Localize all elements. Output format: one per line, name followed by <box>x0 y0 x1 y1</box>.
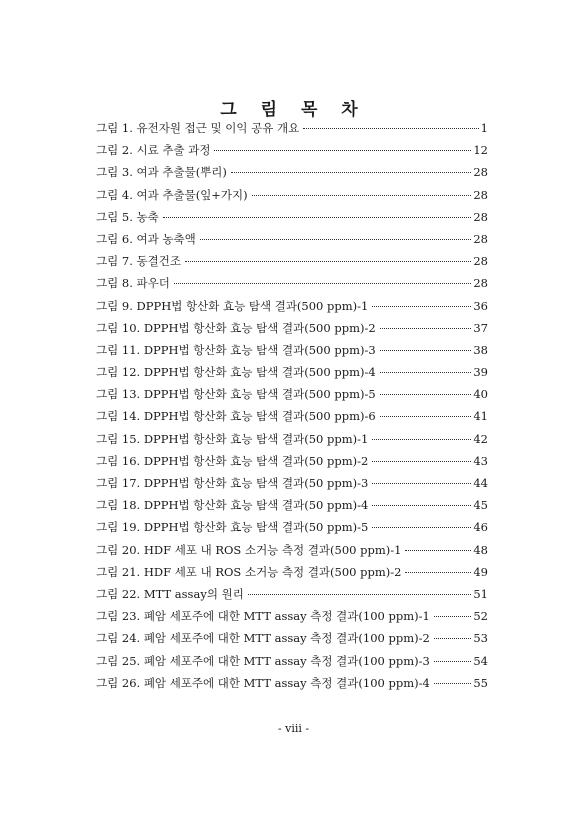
toc-entry-label: 그림 6. 여과 농축액 <box>96 231 196 246</box>
toc-entry-page: 28 <box>473 276 488 291</box>
toc-entry-label: 그림 11. DPPH법 항산화 효능 탐색 결과(500 ppm)-3 <box>96 342 376 357</box>
toc-entry-page: 43 <box>473 453 488 468</box>
toc-entry[interactable] <box>96 386 488 408</box>
toc-entry-label: 그림 17. DPPH법 항산화 효능 탐색 결과(50 ppm)-3 <box>96 476 369 490</box>
toc-entry[interactable] <box>96 675 488 697</box>
figure-list <box>96 120 488 697</box>
dot-leader <box>372 461 471 462</box>
toc-entry-label: 그림 5. 농축 <box>96 209 159 224</box>
dot-leader <box>372 527 471 528</box>
toc-entry[interactable] <box>96 342 488 364</box>
toc-entry-label: 그림 4. 여과 추출물(잎+가지) <box>96 187 248 202</box>
toc-entry[interactable] <box>96 586 488 608</box>
toc-entry[interactable] <box>96 608 488 630</box>
toc-entry-label: 그림 7. 동결건조 <box>96 254 181 269</box>
toc-entry-page: 48 <box>473 542 488 557</box>
dot-leader <box>434 661 472 662</box>
toc-entry-page: 38 <box>473 342 488 357</box>
dot-leader <box>380 328 472 329</box>
dot-leader <box>372 439 471 440</box>
toc-entry-page: 51 <box>473 586 488 601</box>
toc-entry-page: 39 <box>473 365 488 380</box>
dot-leader <box>405 572 471 573</box>
toc-entry-label: 그림 22. MTT assay의 원리 <box>96 586 244 601</box>
toc-entry-label: 그림 1. 유전자원 접근 및 이익 공유 개요 <box>96 121 300 135</box>
page-title: 그 림 목 차 <box>220 100 367 120</box>
toc-entry-page: 49 <box>473 564 488 579</box>
dot-leader <box>200 239 472 240</box>
toc-entry-label: 그림 9. DPPH법 항산화 효능 탐색 결과(500 ppm)-1 <box>96 298 369 313</box>
toc-entry-page: 54 <box>473 653 488 668</box>
toc-entry-label: 그림 14. DPPH법 항산화 효능 탐색 결과(500 ppm)-6 <box>96 409 376 424</box>
toc-entry[interactable] <box>96 187 488 209</box>
toc-entry-label: 그림 23. 폐암 세포주에 대한 MTT assay 측정 결과(100 ppm)-1 <box>96 609 430 624</box>
dot-leader <box>380 372 472 373</box>
toc-entry-page: 36 <box>473 298 488 313</box>
toc-entry[interactable] <box>96 120 488 142</box>
toc-entry-label: 그림 20. HDF 세포 내 ROS 소거능 측정 결과(500 ppm)-1 <box>96 542 402 557</box>
toc-entry[interactable] <box>96 209 488 231</box>
toc-entry[interactable] <box>96 630 488 652</box>
toc-entry-page: 28 <box>473 165 488 180</box>
toc-entry-page: 28 <box>473 254 488 269</box>
toc-entry-label: 그림 12. DPPH법 항산화 효능 탐색 결과(500 ppm)-4 <box>96 365 376 380</box>
toc-entry-page: 28 <box>473 231 488 246</box>
toc-entry[interactable] <box>96 320 488 342</box>
toc-entry-label: 그림 26. 폐암 세포주에 대한 MTT assay 측정 결과(100 ppm)-4 <box>96 675 430 690</box>
dot-leader <box>231 172 471 173</box>
toc-entry-page: 53 <box>473 631 488 646</box>
dot-leader <box>174 283 472 284</box>
toc-entry-page: 37 <box>473 320 488 335</box>
dot-leader <box>405 550 471 551</box>
dot-leader <box>434 616 472 617</box>
toc-entry-page: 12 <box>473 143 488 158</box>
dot-leader <box>185 261 471 262</box>
toc-entry-label: 그림 16. DPPH법 항산화 효능 탐색 결과(50 ppm)-2 <box>96 453 369 468</box>
toc-entry-label: 그림 24. 폐암 세포주에 대한 MTT assay 측정 결과(100 ppm)-2 <box>96 631 430 646</box>
toc-entry-label: 그림 19. DPPH법 항산화 효능 탐색 결과(50 ppm)-5 <box>96 520 369 535</box>
dot-leader <box>380 416 472 417</box>
toc-entry-page: 42 <box>473 431 488 446</box>
toc-entry-page: 28 <box>473 187 488 202</box>
dot-leader <box>372 505 471 506</box>
dot-leader <box>372 306 471 307</box>
toc-entry-page: 28 <box>473 209 488 224</box>
dot-leader <box>380 394 472 395</box>
toc-entry-page: 55 <box>473 675 488 690</box>
page-number: - viii - <box>277 722 310 735</box>
toc-entry-label: 그림 18. DPPH법 항산화 효능 탐색 결과(50 ppm)-4 <box>96 498 369 513</box>
toc-entry-label: 그림 21. HDF 세포 내 ROS 소거능 측정 결과(500 ppm)-2 <box>96 564 402 579</box>
toc-entry-label: 그림 8. 파우더 <box>96 276 170 291</box>
toc-entry[interactable] <box>96 519 488 541</box>
toc-entry-label: 그림 25. 폐암 세포주에 대한 MTT assay 측정 결과(100 ppm)-3 <box>96 653 430 668</box>
toc-entry[interactable] <box>96 564 488 586</box>
dot-leader <box>252 195 472 196</box>
dot-leader <box>434 683 472 684</box>
dot-leader <box>380 350 472 351</box>
toc-entry-label: 그림 10. DPPH법 항산화 효능 탐색 결과(500 ppm)-2 <box>96 320 376 335</box>
toc-entry[interactable] <box>96 364 488 386</box>
toc-entry[interactable] <box>96 142 488 164</box>
dot-leader <box>372 483 471 484</box>
toc-entry-page: 46 <box>473 520 488 535</box>
toc-entry-page: 45 <box>473 498 488 513</box>
toc-entry-page: 1 <box>480 121 488 135</box>
toc-entry[interactable] <box>96 231 488 253</box>
toc-entry[interactable] <box>96 475 488 497</box>
toc-entry-label: 그림 2. 시료 추출 과정 <box>96 143 211 158</box>
toc-entry[interactable] <box>96 453 488 475</box>
dot-leader <box>248 594 472 595</box>
dot-leader <box>214 150 471 151</box>
dot-leader <box>163 217 472 218</box>
toc-entry[interactable] <box>96 653 488 675</box>
dot-leader <box>303 128 478 129</box>
toc-entry[interactable] <box>96 164 488 186</box>
toc-entry[interactable] <box>96 275 488 297</box>
toc-entry[interactable] <box>96 431 488 453</box>
toc-entry-page: 41 <box>473 409 488 424</box>
toc-entry[interactable] <box>96 542 488 564</box>
toc-entry-label: 그림 13. DPPH법 항산화 효능 탐색 결과(500 ppm)-5 <box>96 387 376 402</box>
toc-entry-label: 그림 15. DPPH법 항산화 효능 탐색 결과(50 ppm)-1 <box>96 431 369 446</box>
toc-entry[interactable] <box>96 497 488 519</box>
toc-entry-page: 52 <box>473 609 488 624</box>
toc-entry-page: 44 <box>473 476 488 490</box>
toc-entry-label: 그림 3. 여과 추출물(뿌리) <box>96 165 227 180</box>
dot-leader <box>434 638 472 639</box>
toc-entry[interactable] <box>96 298 488 320</box>
toc-entry-page: 40 <box>473 387 488 402</box>
toc-entry[interactable] <box>96 408 488 430</box>
toc-entry[interactable] <box>96 253 488 275</box>
